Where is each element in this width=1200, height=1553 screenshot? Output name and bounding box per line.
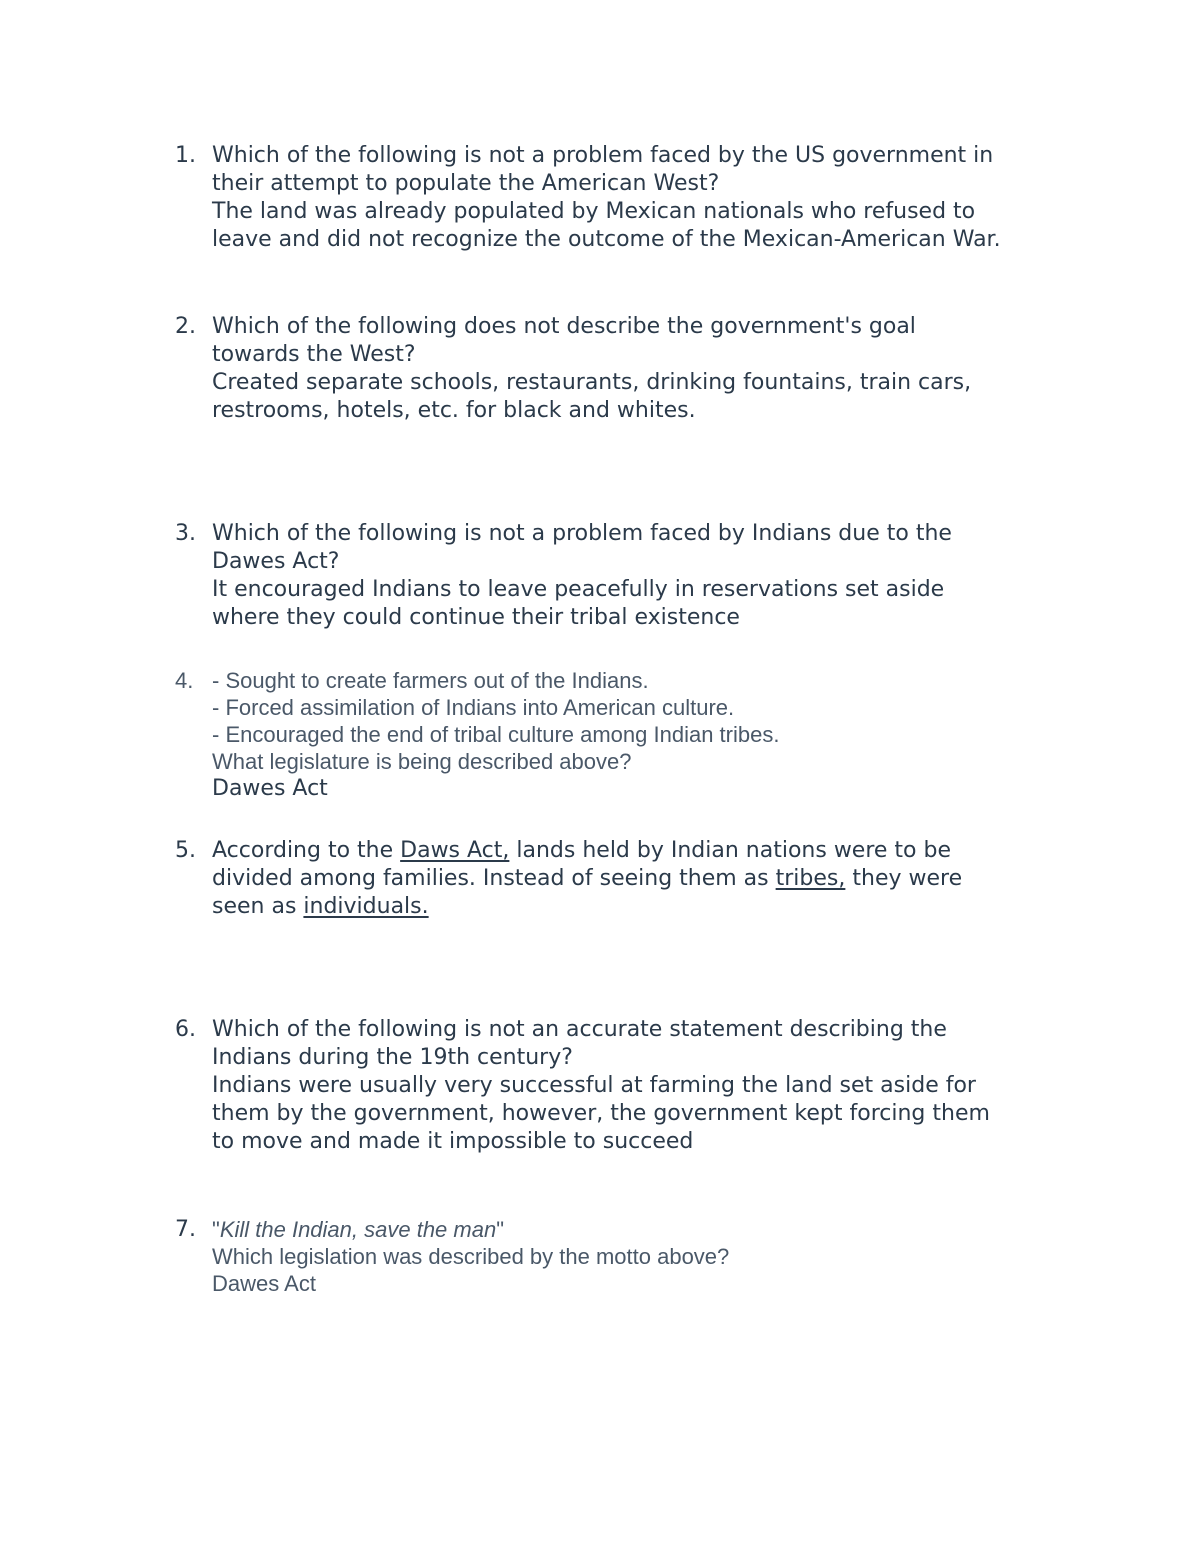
answer-text: to move and made it impossible to succeed [212,1129,694,1154]
answer-text: Indians were usually very successful at farming the land set aside for [212,1073,976,1098]
answer-text: It encouraged Indians to leave peacefully in reservations set aside [212,577,945,602]
answer-text: where they could continue their tribal existence [212,605,740,630]
question-body [212,1216,1082,1297]
text-segment: lands held by Indian nations were to be [509,838,952,863]
quote-mark: " [496,1217,505,1242]
question-text: Which of the following is not an accurate statement describing the [212,1017,947,1042]
question-body [212,667,1082,803]
question-body [212,313,1082,425]
question-text: Which legislation was described by the motto above? [212,1244,730,1269]
question-text: What legislature is being described above? [212,749,632,774]
question-number: 1. [175,143,196,168]
text-segment: they were [845,866,963,891]
question-number: 4. [175,668,194,693]
question-text: Which of the following does not describe the government's goal [212,314,916,339]
answer-text: restrooms, hotels, etc. for black and whites. [212,398,696,423]
motto-text: Kill the Indian, save the man [219,1217,497,1242]
question-text: Dawes Act? [212,549,340,574]
filled-blank: Daws Act, [400,838,510,863]
motto-line [212,1216,1082,1243]
question-text: their attempt to populate the American West? [212,171,720,196]
answer-text: them by the government, however, the government kept forcing them [212,1101,990,1126]
description-line: - Sought to create farmers out of the Indians. [212,668,649,693]
answer-text: Dawes Act [212,776,328,801]
question-number: 5. [175,838,196,863]
fill-in-line [212,837,1082,865]
text-segment: seen as [212,894,304,919]
fill-in-line [212,865,1082,893]
fill-in-line [212,893,1082,921]
question-text: Which of the following is not a problem faced by the US government in [212,143,994,168]
question-text: Indians during the 19th century? [212,1045,573,1070]
question-body [212,142,1082,254]
question-text: towards the West? [212,342,416,367]
description-line: - Encouraged the end of tribal culture among Indian tribes. [212,722,780,747]
filled-blank: tribes, [775,866,846,891]
answer-text: Created separate schools, restaurants, drinking fountains, train cars, [212,370,972,395]
question-number: 2. [175,314,196,339]
quote-mark: " [212,1217,220,1242]
question-number: 6. [175,1017,196,1042]
question-body [212,837,1082,921]
answer-text: leave and did not recognize the outcome of the Mexican-American War. [212,227,1001,252]
answer-text: Dawes Act [212,1271,316,1296]
description-line: - Forced assimilation of Indians into American culture. [212,695,735,720]
question-number: 3. [175,521,196,546]
question-body [212,1016,1082,1156]
question-body [212,520,1082,632]
answer-text: The land was already populated by Mexican nationals who refused to [212,199,976,224]
text-segment: divided among families. Instead of seeing them as [212,866,776,891]
text-segment: According to the [212,838,401,863]
question-number: 7. [175,1217,196,1242]
filled-blank: individuals. [303,894,429,919]
question-text: Which of the following is not a problem faced by Indians due to the [212,521,952,546]
